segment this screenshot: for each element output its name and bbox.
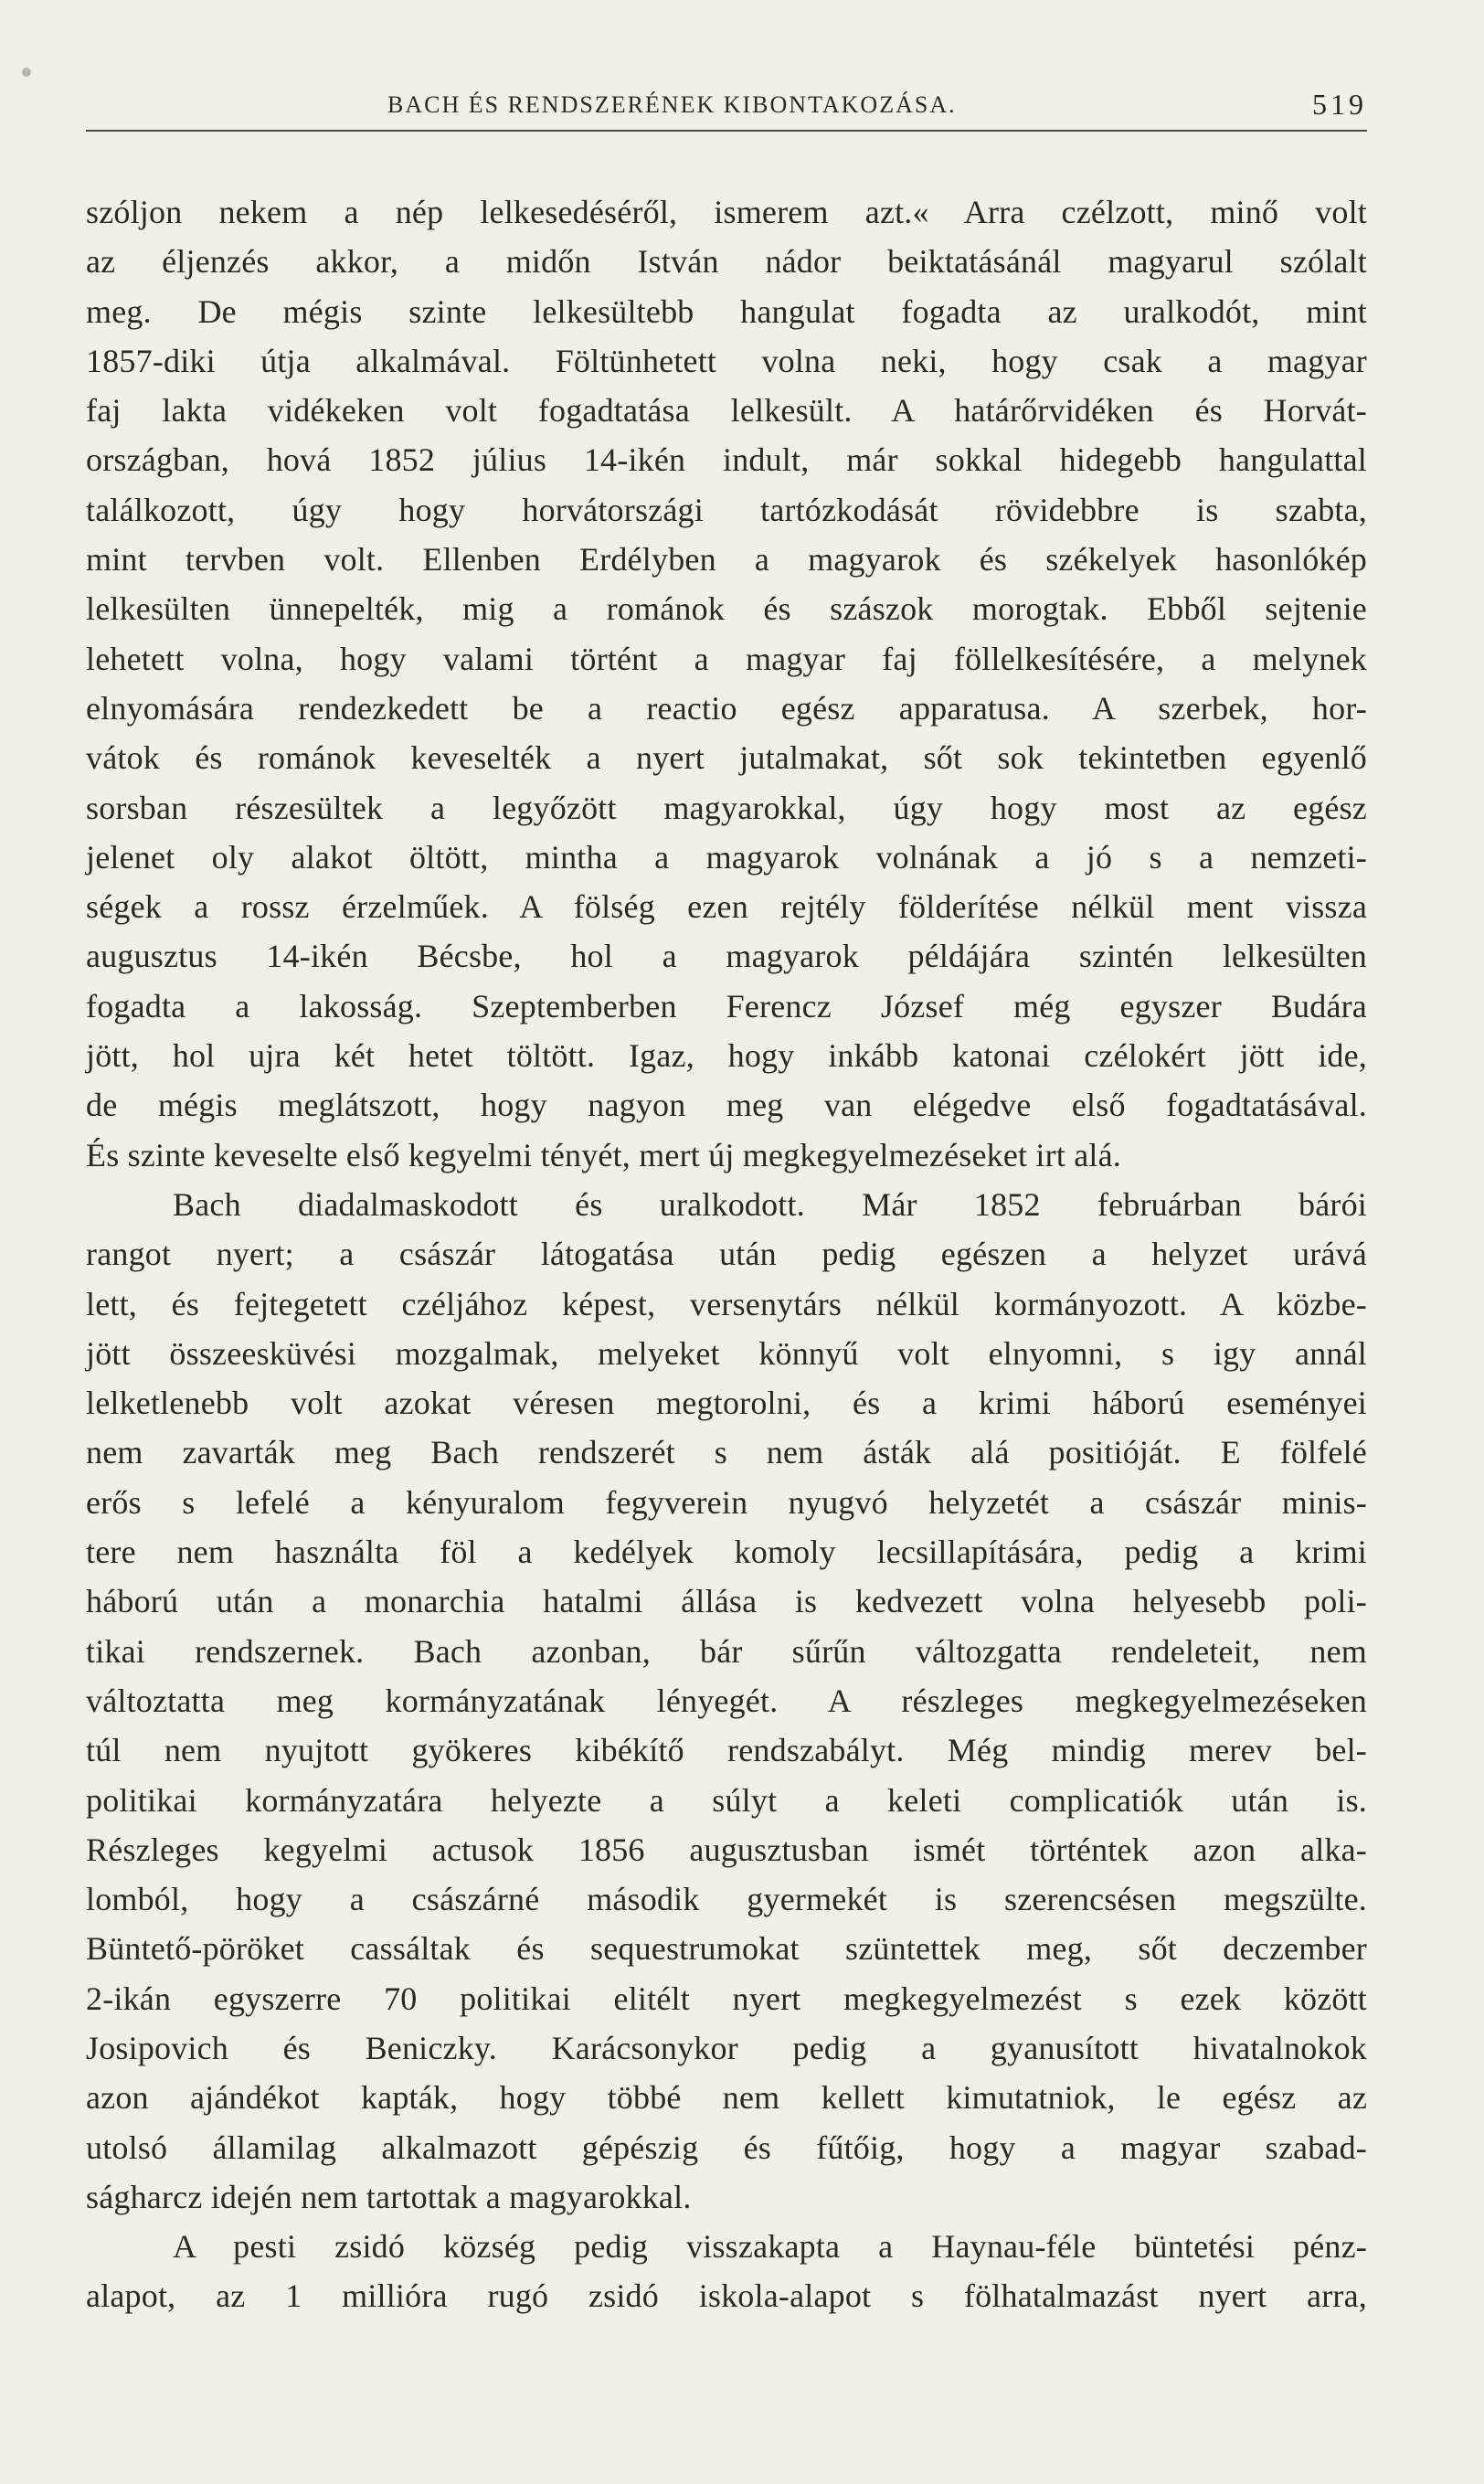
text-line: háború után a monarchia hatalmi állása is kedvezett volna helyesebb poli- <box>86 1583 1367 1620</box>
text-line: 2-ikán egyszerre 70 politikai elitélt nyert megkegyelmezést s ezek között <box>86 1980 1367 2017</box>
text-line: utolsó államilag alkalmazott gépészig és fűtőig, hogy a magyar szabad- <box>86 2128 1367 2166</box>
text-line: Részleges kegyelmi actusok 1856 augusztusban ismét történtek azon alka- <box>86 1831 1367 1868</box>
text-line: szóljon nekem a nép lelkesedéséről, ismerem azt.« Arra czélzott, minő volt <box>86 194 1367 230</box>
ink-speck <box>22 68 31 77</box>
text-line: lehetett volna, hogy valami történt a magyar faj föllelkesítésére, a melynek <box>86 640 1367 677</box>
text-line: alapot, az 1 millióra rugó zsidó iskola-alapot s fölhatalmazást nyert arra, <box>86 2277 1367 2315</box>
body-text <box>86 187 1367 2321</box>
text-line: elnyomására rendezkedett be a reactio egész apparatusa. A szerbek, hor- <box>86 689 1367 727</box>
text-line: változtatta meg kormányzatának lényegét. A részleges megkegyelmezéseken <box>86 1682 1367 1719</box>
text-line: ségek a rossz érzelműek. A fölség ezen rejtély földerítése nélkül ment vissza <box>86 888 1367 926</box>
text-line: vátok és románok keveselték a nyert jutalmakat, sőt sok tekintetben egyenlő <box>86 739 1367 777</box>
paragraph-first-line: Bach diadalmaskodott és uralkodott. Már 1852 februárban bárói <box>173 1185 1367 1223</box>
text-line: az éljenzés akkor, a midőn István nádor beiktatásánál magyarul szólalt <box>86 243 1367 281</box>
text-line: 1857-diki útja alkalmával. Föltünhetett volna neki, hogy csak a magyar <box>86 342 1367 379</box>
text-line: lomból, hogy a császárné második gyermekét is szerencsésen megszülte. <box>86 1881 1367 1918</box>
text-line: nem zavarták meg Bach rendszerét s nem ásták alá positióját. E fölfelé <box>86 1434 1367 1471</box>
paragraph-first-line: A pesti zsidó község pedig visszakapta a Haynau-féle büntetési pénz- <box>173 2228 1367 2266</box>
text-line: találkozott, úgy hogy horvátországi tartózkodását rövidebbre is szabta, <box>86 491 1367 528</box>
text-line: tikai rendszernek. Bach azonban, bár sűrűn változgatta rendeleteit, nem <box>86 1632 1367 1670</box>
text-line: túl nem nyujtott gyökeres kibékítő rendszabályt. Még mindig merev bel- <box>86 1732 1367 1769</box>
text-line: Josipovich és Beniczky. Karácsonykor pedig a gyanusított hivatalnokok <box>86 2029 1367 2066</box>
paragraph-end-line: ságharcz idején nem tartottak a magyarokkal. <box>86 2178 692 2215</box>
text-line: lelketlenebb volt azokat véresen megtorolni, és a krimi háború eseményei <box>86 1385 1367 1422</box>
paragraph-end-line: És szinte keveselte első kegyelmi tényét, mert új megkegyelmezéseket irt alá. <box>86 1136 1121 1173</box>
page-number: 519 <box>1312 88 1367 121</box>
text-line: jelenet oly alakot öltött, mintha a magyarok volnának a jó s a nemzeti- <box>86 838 1367 876</box>
text-line: augusztus 14-ikén Bécsbe, hol a magyarok példájára szintén lelkesülten <box>86 938 1367 975</box>
text-line: rangot nyert; a császár látogatása után pedig egészen a helyzet urává <box>86 1236 1367 1273</box>
text-line: meg. De mégis szinte lelkesültebb hangulat fogadta az uralkodót, mint <box>86 292 1367 330</box>
running-title: BACH ÉS RENDSZERÉNEK KIBONTAKOZÁSA. <box>387 91 957 118</box>
text-line: de mégis meglátszott, hogy nagyon meg van elégedve első fogadtatásával. <box>86 1087 1367 1124</box>
text-line: azon ajándékot kapták, hogy többé nem kellett kimutatniok, le egész az <box>86 2079 1367 2117</box>
text-line: faj lakta vidékeken volt fogadtatása lelkesült. A határőrvidéken és Horvát- <box>86 392 1367 430</box>
running-header <box>86 88 1367 132</box>
text-line: mint tervben volt. Ellenben Erdélyben a magyarok és székelyek hasonlókép <box>86 541 1367 579</box>
text-line: erős s lefelé a kényuralom fegyverein nyugvó helyzetét a császár minis- <box>86 1483 1367 1521</box>
text-line: Büntető-pöröket cassáltak és sequestrumokat szüntettek meg, sőt deczember <box>86 1930 1367 1968</box>
text-line: fogadta a lakosság. Szeptemberben Ferencz József még egyszer Budára <box>86 987 1367 1024</box>
text-line: országban, hová 1852 július 14-ikén indult, már sokkal hidegebb hangulattal <box>86 441 1367 479</box>
text-line: tere nem használta föl a kedélyek komoly lecsillapítására, pedig a krimi <box>86 1534 1367 1571</box>
text-line: sorsban részesültek a legyőzött magyarokkal, úgy hogy most az egész <box>86 789 1367 826</box>
text-line: jött, hol ujra két hetet töltött. Igaz, hogy inkább katonai czélokért jött ide, <box>86 1037 1367 1075</box>
text-line: jött összeesküvési mozgalmak, melyeket könnyű volt elnyomni, s igy annál <box>86 1334 1367 1372</box>
text-line: politikai kormányzatára helyezte a súlyt a keleti complicatiók után is. <box>86 1781 1367 1819</box>
text-line: lett, és fejtegetett czéljához képest, versenytárs nélkül kormányozott. A közbe- <box>86 1285 1367 1322</box>
text-line: lelkesülten ünnepelték, mig a románok és szászok morogtak. Ebből sejtenie <box>86 590 1367 628</box>
